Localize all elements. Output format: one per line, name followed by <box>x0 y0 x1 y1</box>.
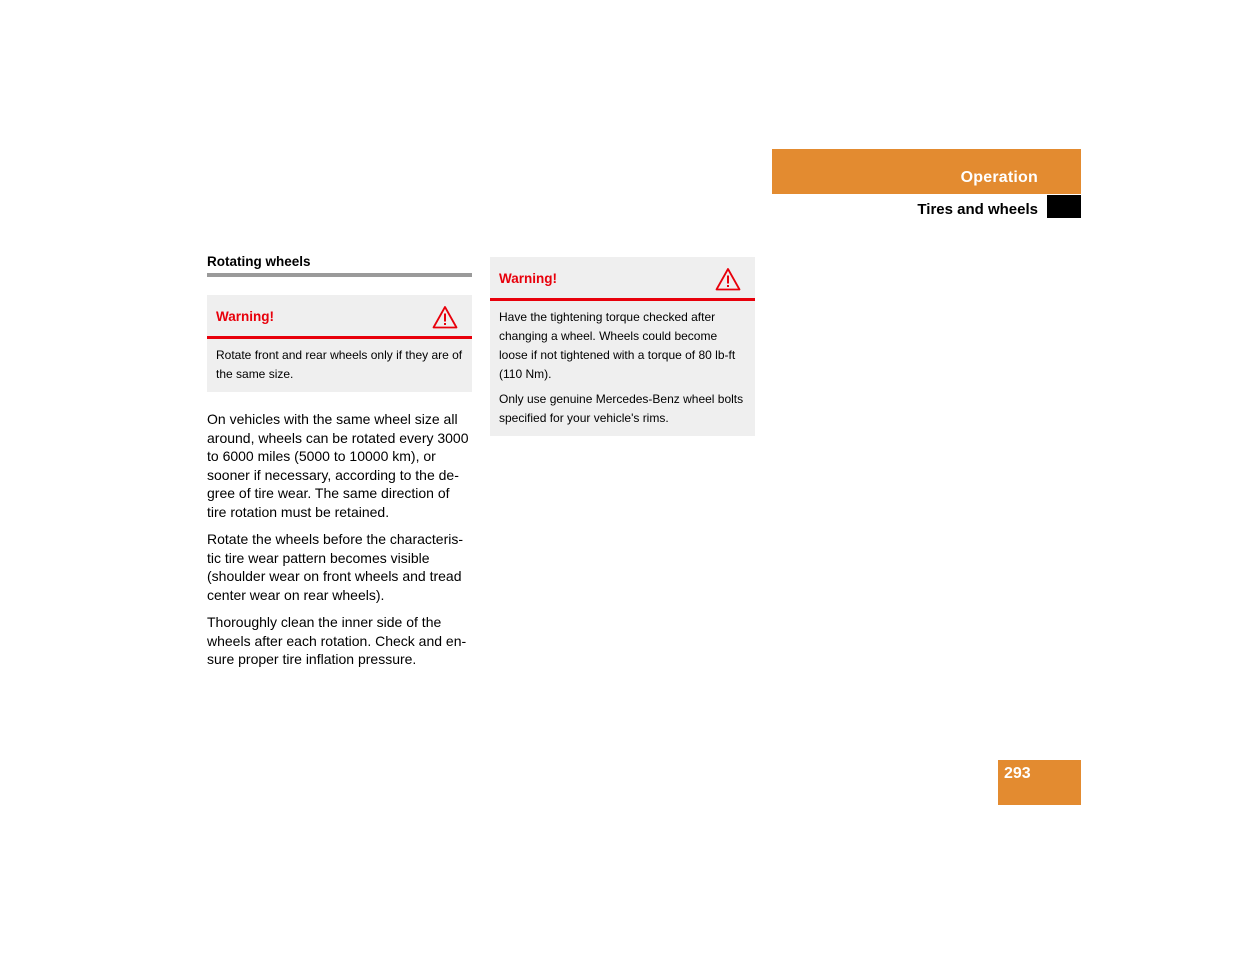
page-number: 293 <box>1004 765 1031 782</box>
warning-label: Warning! <box>499 271 557 286</box>
warning-box <box>490 257 755 436</box>
right-column <box>490 257 755 436</box>
section-title: Operation <box>960 169 1038 186</box>
warning-text <box>490 301 755 436</box>
warning-label: Warning! <box>216 309 274 324</box>
warning-triangle-icon <box>715 267 741 291</box>
warning-header <box>207 295 472 339</box>
left-column <box>207 254 472 677</box>
warning-paragraph-2: Only use genuine Mercedes-Benz wheel bolts specified for your vehicle's rims. <box>499 392 744 425</box>
page-number-box <box>998 760 1081 805</box>
body-text <box>207 410 472 669</box>
subsection-title: Tires and wheels <box>917 201 1038 218</box>
warning-text <box>207 339 472 392</box>
body-paragraph-1: On vehicles with the same wheel size all around, wheels can be rotated every 3000 to 6000 miles (5000 to 10000 km), or sooner if necessary, according to the de-gree of tire wear. The same direction of tire rotation must be retained. <box>207 411 469 520</box>
section-header <box>772 149 1081 194</box>
subsection-header <box>772 195 1081 218</box>
warning-box <box>207 295 472 392</box>
section-heading: Rotating wheels <box>207 254 472 277</box>
warning-header <box>490 257 755 301</box>
section-marker <box>1047 195 1081 218</box>
warning-triangle-icon <box>432 305 458 329</box>
body-paragraph-2: Rotate the wheels before the characteris-tic tire wear pattern becomes visible (shoulder wear on front wheels and tread center wear on rear wheels). <box>207 531 464 603</box>
warning-paragraph-1: Have the tightening torque checked after changing a wheel. Wheels could become loose if not tightened with a torque of 80 lb-ft (110 Nm). <box>499 310 736 381</box>
warning-paragraph: Rotate front and rear wheels only if they are of the same size. <box>216 348 463 381</box>
body-paragraph-3: Thoroughly clean the inner side of the wheels after each rotation. Check and en-sure proper tire inflation pressure. <box>207 613 467 668</box>
